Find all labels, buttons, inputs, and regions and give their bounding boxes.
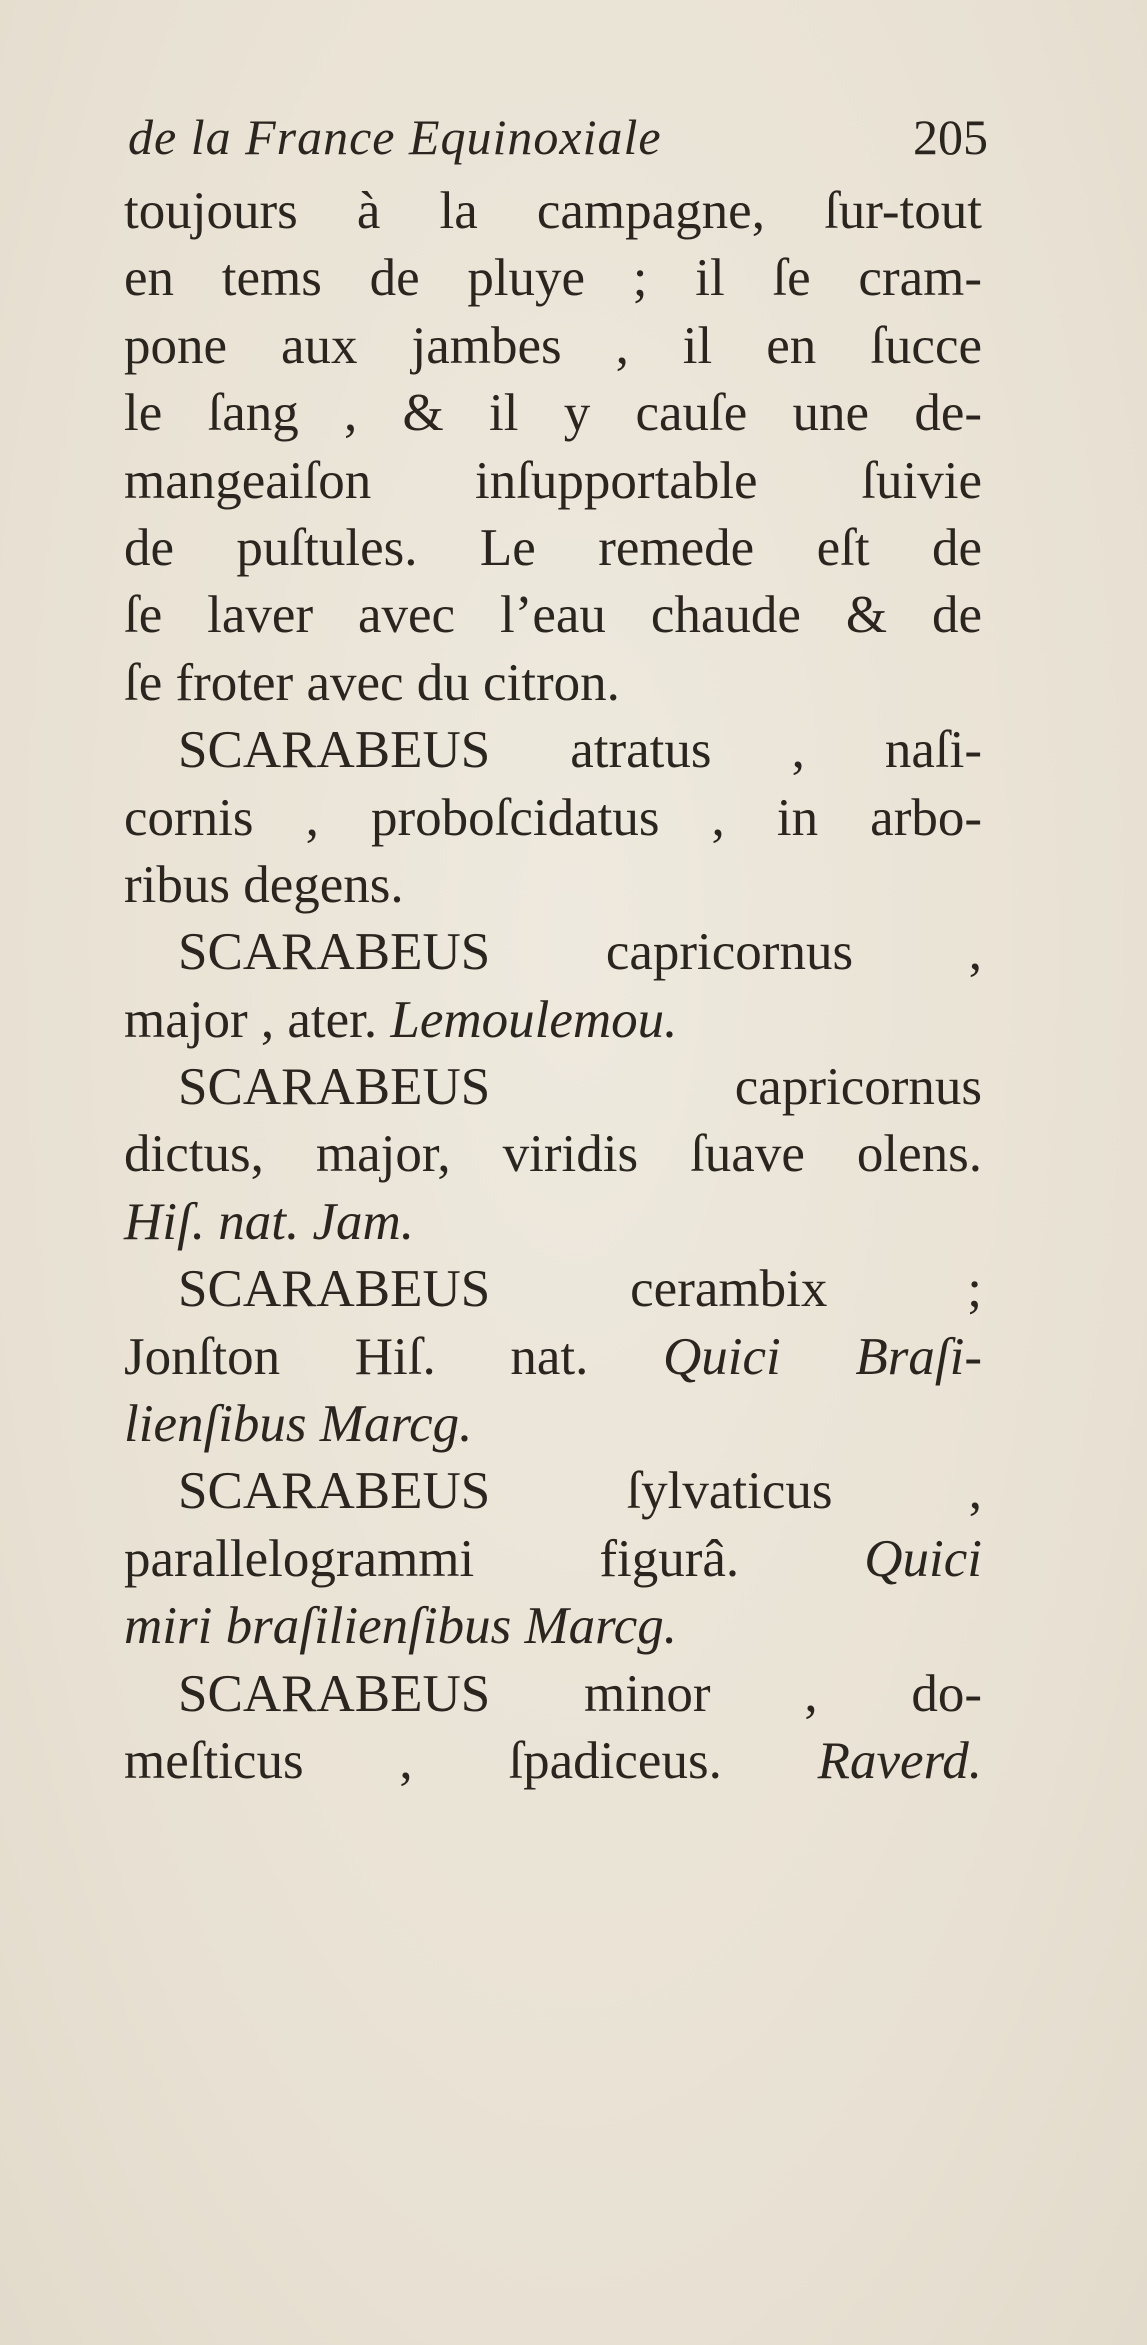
text-line <box>124 1728 982 1795</box>
text-line <box>124 178 982 245</box>
text-segment: en tems de pluye ; il ſe cram- <box>124 249 982 308</box>
text-line <box>124 1121 982 1188</box>
text-line <box>124 717 982 784</box>
text-line <box>124 852 982 919</box>
text-segment: dictus, major, viridis ſuave olens. <box>124 1125 982 1184</box>
text-line <box>124 1054 982 1121</box>
text-segment: Jonſton Hiſ. nat. <box>124 1327 663 1386</box>
text-line <box>124 919 982 986</box>
text-segment: parallelogrammi figurâ. <box>124 1529 865 1588</box>
text-line <box>124 245 982 312</box>
text-line <box>124 380 982 447</box>
text-line <box>124 1391 982 1458</box>
text-segment: SCARABEUS minor , do- <box>178 1664 982 1723</box>
text-segment: le ſang , & il y cauſe une de- <box>124 384 982 443</box>
text-line <box>124 1256 982 1323</box>
text-line <box>124 1593 982 1660</box>
text-segment: de puſtules. Le remede eſt de <box>124 518 982 577</box>
text-line <box>124 1458 982 1525</box>
text-segment: pone aux jambes , il en ſucce <box>124 316 982 375</box>
text-segment: SCARABEUS atratus , naſi- <box>178 721 982 780</box>
text-segment: ſe froter avec du citron. <box>124 653 620 712</box>
text-segment: SCARABEUS capricornus <box>178 1058 982 1117</box>
italic-text: miri braſilienſibus Marcg. <box>124 1597 678 1656</box>
italic-text: Hiſ. nat. Jam. <box>124 1192 414 1251</box>
text-line <box>124 582 982 649</box>
text-line <box>124 1324 982 1391</box>
text-segment: ſe laver avec l’eau chaude & de <box>124 586 982 645</box>
text-segment: mangeaiſon inſupportable ſuivie <box>124 451 982 510</box>
italic-text: Lemoulemou. <box>390 990 678 1049</box>
text-line <box>124 785 982 852</box>
text-line <box>124 448 982 515</box>
text-line <box>124 515 982 582</box>
text-segment: major , ater. <box>124 990 391 1049</box>
body-text <box>124 178 982 1795</box>
italic-text: lienſibus Marcg. <box>124 1395 473 1454</box>
text-line <box>124 1661 982 1728</box>
text-line <box>124 1189 982 1256</box>
italic-text: Quici <box>864 1529 982 1588</box>
text-segment: toujours à la campagne, ſur-tout <box>124 182 982 240</box>
text-segment: meſticus , ſpadiceus. <box>124 1731 818 1790</box>
text-segment: SCARABEUS cerambix ; <box>178 1260 982 1319</box>
italic-text: Quici Braſi- <box>662 1327 982 1386</box>
text-line <box>124 313 982 380</box>
page-header <box>128 108 988 178</box>
text-segment: ribus degens. <box>124 855 404 914</box>
running-title: de la France Equinoxiale <box>128 109 662 165</box>
text-segment: SCARABEUS capricornus , <box>178 923 982 982</box>
text-line <box>124 1526 982 1593</box>
italic-text: Raverd. <box>817 1731 982 1790</box>
text-segment: SCARABEUS ſylvaticus , <box>178 1462 982 1521</box>
text-line <box>124 987 982 1054</box>
page-number: 205 <box>913 109 988 165</box>
text-line <box>124 650 982 717</box>
text-segment: cornis , proboſcidatus , in arbo- <box>124 788 982 847</box>
